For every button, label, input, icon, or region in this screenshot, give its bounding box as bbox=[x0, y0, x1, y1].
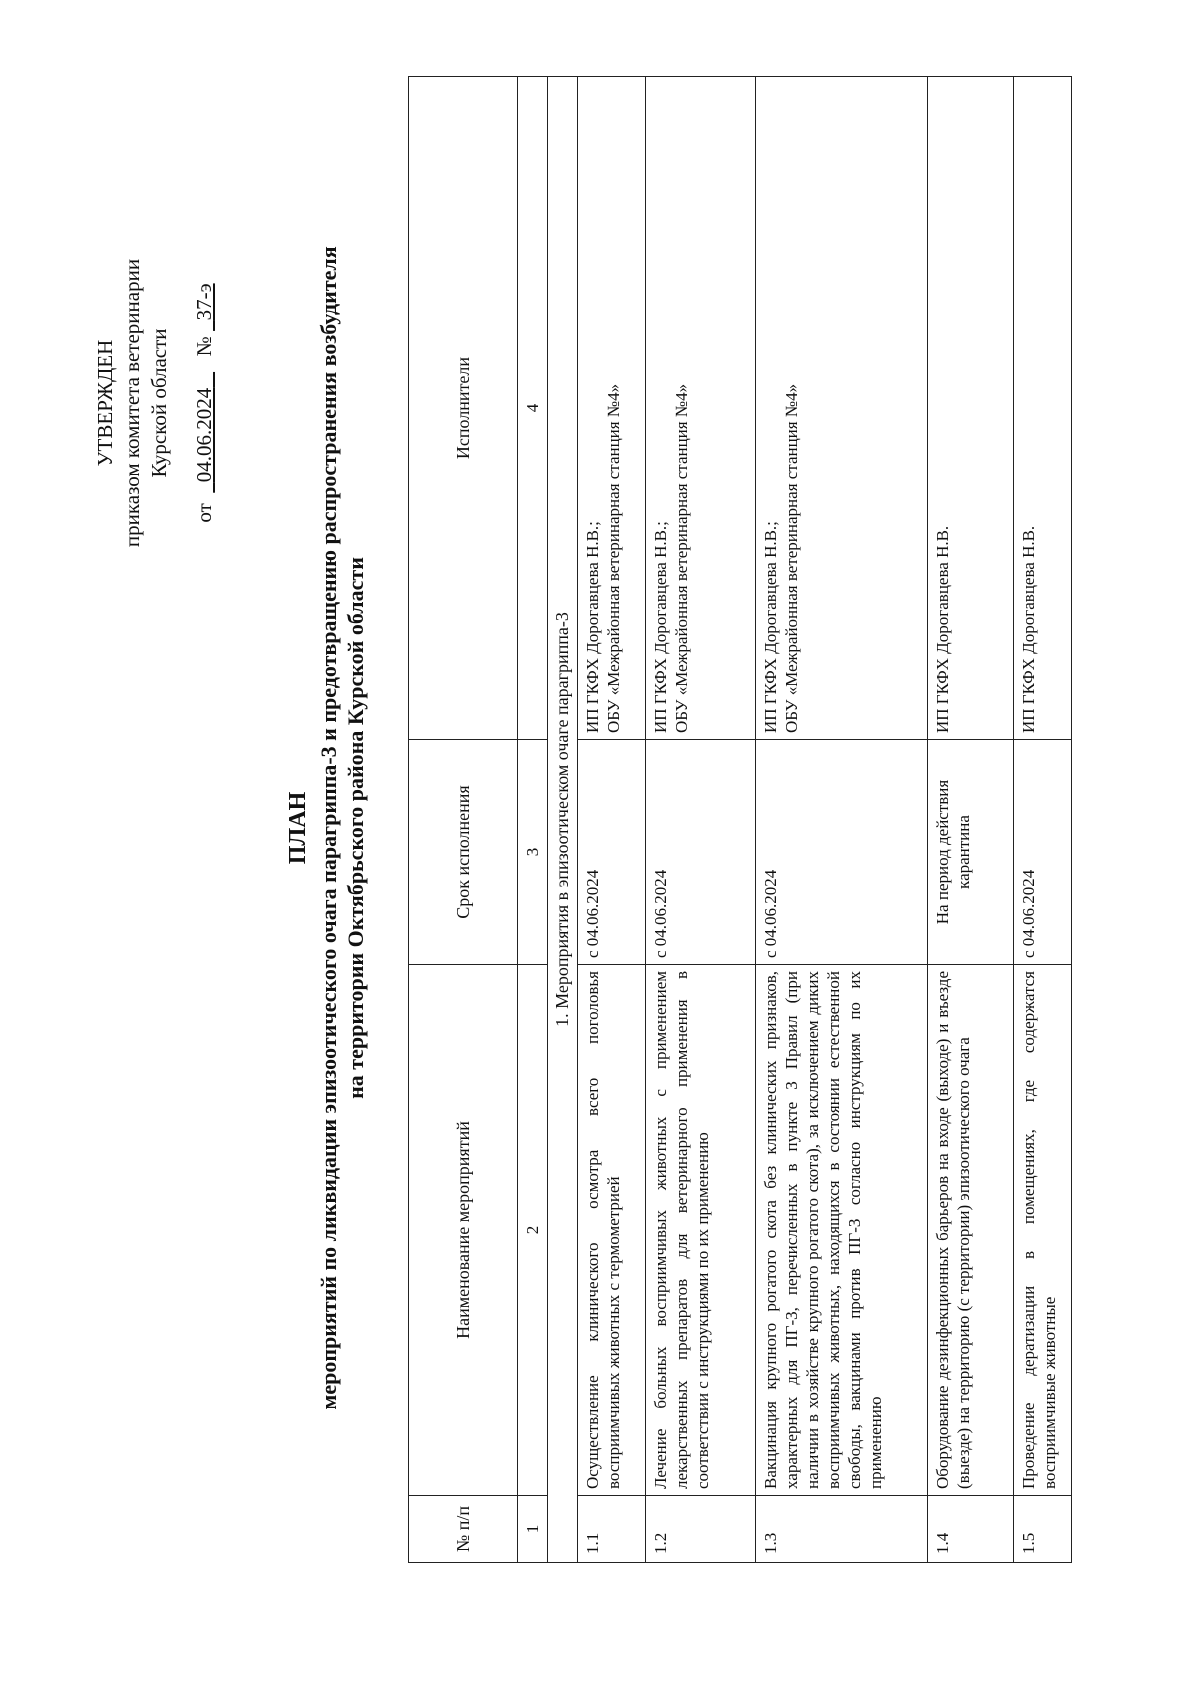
row-num: 1.4 bbox=[928, 1496, 1014, 1563]
header-name: Наименование мероприятий bbox=[409, 965, 518, 1496]
approval-line-1: УТВЕРЖДЕН bbox=[93, 339, 117, 467]
table-row bbox=[578, 77, 646, 1563]
row-exec bbox=[756, 77, 928, 740]
row-num: 1.1 bbox=[578, 1496, 646, 1563]
row-exec bbox=[1014, 77, 1072, 740]
approval-number: 37-э bbox=[192, 283, 216, 321]
row-term: с 04.06.2024 bbox=[578, 740, 646, 965]
col-number: 1 bbox=[518, 1496, 548, 1563]
table-header-row bbox=[409, 77, 518, 1563]
approval-date: 04.06.2024 bbox=[192, 387, 216, 483]
row-name: Лечение больных восприимчивых животных с применением лекарственных препаратов для ветеринарного применения в соответствии с инструкциями по их применению bbox=[646, 965, 756, 1496]
row-num: 1.2 bbox=[646, 1496, 756, 1563]
row-term: На период действия карантина bbox=[928, 740, 1014, 965]
row-exec-line-1: ИП ГКФХ Дорогавцева Н.В.; bbox=[583, 521, 602, 733]
col-number: 2 bbox=[518, 965, 548, 1496]
row-exec bbox=[578, 77, 646, 740]
row-name: Осуществление клинического осмотра всего поголовья восприимчивых животных с термометрией bbox=[578, 965, 646, 1496]
date-prefix: от bbox=[192, 503, 216, 523]
table-row bbox=[1014, 77, 1072, 1563]
row-exec-line-1: ИП ГКФХ Дорогавцева Н.В. bbox=[933, 525, 952, 733]
plan-table bbox=[408, 76, 1072, 1563]
col-number: 3 bbox=[518, 740, 548, 965]
document-title bbox=[285, 78, 369, 1578]
row-term: с 04.06.2024 bbox=[646, 740, 756, 965]
table-row bbox=[928, 77, 1014, 1563]
row-exec-line-1: ИП ГКФХ Дорогавцева Н.В.; bbox=[651, 521, 670, 733]
row-name: Проведение дератизации в помещениях, где содержатся восприимчивые животные bbox=[1014, 965, 1072, 1496]
row-num: 1.5 bbox=[1014, 1496, 1072, 1563]
row-exec-line-1: ИП ГКФХ Дорогавцева Н.В.; bbox=[761, 521, 780, 733]
section-row bbox=[548, 77, 578, 1563]
row-term: с 04.06.2024 bbox=[756, 740, 928, 965]
approval-line-3: Курской области bbox=[147, 328, 171, 478]
approval-date-line bbox=[191, 168, 218, 638]
row-name: Оборудование дезинфекционных барьеров на входе (выходе) и въезде (выезде) на территорию (с территории) эпизоотического очага bbox=[928, 965, 1014, 1496]
row-num: 1.3 bbox=[756, 1496, 928, 1563]
table-row bbox=[756, 77, 928, 1563]
row-exec-line-1: ИП ГКФХ Дорогавцева Н.В. bbox=[1019, 525, 1038, 733]
title-line-2: на территории Октябрьского района Курской области bbox=[343, 557, 368, 1099]
row-exec bbox=[928, 77, 1014, 740]
table-row bbox=[646, 77, 756, 1563]
header-term: Срок исполнения bbox=[409, 740, 518, 965]
row-name: Вакцинация крупного рогатого скота без клинических признаков, характерных для ПГ-3, перечисленных в пункте 3 Правил (при наличии в хозяйстве крупного рогатого скота), за исключением диких восприимчивых животных, находящихся в состоянии естественной свободы, вакцинами против ПГ-3 согласно инструкциям по их применению bbox=[756, 965, 928, 1496]
column-numbers-row bbox=[518, 77, 548, 1563]
plan-heading: ПЛАН bbox=[285, 791, 311, 865]
number-prefix: № bbox=[192, 336, 216, 357]
header-num: № п/п bbox=[409, 1496, 518, 1563]
header-exec: Исполнители bbox=[409, 77, 518, 740]
row-term: с 04.06.2024 bbox=[1014, 740, 1072, 965]
col-number: 4 bbox=[518, 77, 548, 740]
row-exec bbox=[646, 77, 756, 740]
row-exec-line-2: ОБУ «Межрайонная ветеринарная станция №4» bbox=[782, 383, 801, 733]
section-title: 1. Мероприятия в эпизоотическом очаге парагриппа-3 bbox=[548, 77, 578, 1563]
approval-line-2: приказом комитета ветеринарии bbox=[120, 258, 144, 548]
row-exec-line-2: ОБУ «Межрайонная ветеринарная станция №4» bbox=[604, 383, 623, 733]
row-exec-line-2: ОБУ «Межрайонная ветеринарная станция №4» bbox=[672, 383, 691, 733]
approval-stamp-block bbox=[92, 168, 218, 638]
title-line-1: мероприятий по ликвидации эпизоотического очага парагриппа-3 и предотвращению распространения возбудителя bbox=[316, 246, 341, 1410]
